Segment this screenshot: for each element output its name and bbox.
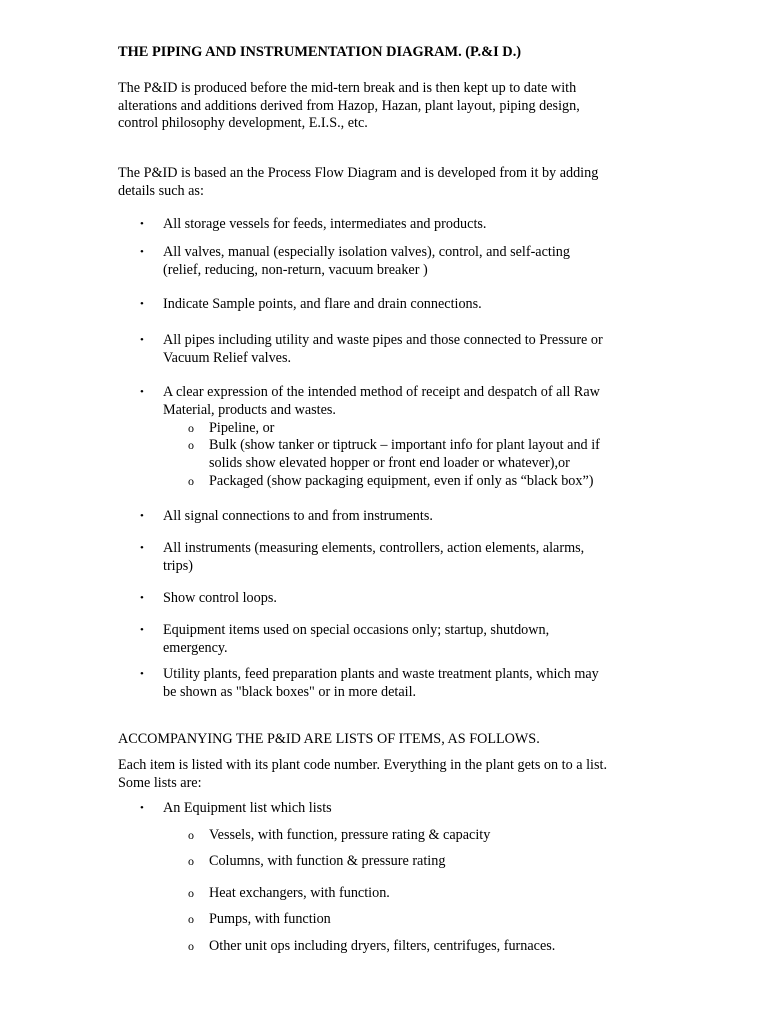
list-item-line: A clear expression of the intended method of receipt and despatch of all Raw bbox=[163, 384, 600, 400]
sub-list-item-line: Bulk (show tanker or tiptruck – important info for plant layout and if bbox=[209, 437, 600, 453]
bullet-icon: • bbox=[140, 542, 144, 554]
sub-list-item-line: solids show elevated hopper or front end loader or whatever),or bbox=[209, 454, 570, 471]
bullet-icon: • bbox=[140, 624, 144, 636]
circle-bullet-icon: o bbox=[188, 438, 194, 452]
circle-bullet-icon: o bbox=[188, 474, 194, 488]
sub-list-item-line: Heat exchangers, with function. bbox=[209, 885, 390, 901]
list-item-line: An Equipment list which lists bbox=[163, 800, 332, 816]
sub-list-item-line: Pipeline, or bbox=[209, 420, 275, 436]
intro-line: control philosophy development, E.I.S., etc. bbox=[118, 115, 368, 131]
bullet-icon: • bbox=[140, 592, 144, 604]
list-item-line: All instruments (measuring elements, controllers, action elements, alarms, bbox=[163, 540, 585, 556]
bullet-icon: • bbox=[140, 298, 144, 310]
based-on-line: The P&ID is based an the Process Flow Diagram and is developed from it by adding bbox=[118, 165, 599, 181]
bullet-icon: • bbox=[140, 510, 144, 522]
bullet-icon: • bbox=[140, 802, 144, 814]
sub-list-item-line: Vessels, with function, pressure rating & capacity bbox=[209, 827, 491, 843]
circle-bullet-icon: o bbox=[188, 912, 194, 926]
document-title: THE PIPING AND INSTRUMENTATION DIAGRAM. (P.&I D.) bbox=[118, 44, 522, 60]
list-item-line: emergency. bbox=[163, 639, 228, 656]
circle-bullet-icon: o bbox=[188, 854, 194, 868]
bullet-icon: • bbox=[140, 246, 144, 258]
list-item-line: trips) bbox=[163, 557, 193, 574]
section-heading: ACCOMPANYING THE P&ID ARE LISTS OF ITEMS, AS FOLLOWS. bbox=[118, 731, 540, 747]
list-item-line: (relief, reducing, non-return, vacuum breaker ) bbox=[163, 261, 428, 278]
list-item-line: Equipment items used on special occasions only; startup, shutdown, bbox=[163, 622, 550, 638]
sub-list-item-line: Pumps, with function bbox=[209, 911, 331, 927]
list-item-line: be shown as "black boxes" or in more detail. bbox=[163, 683, 417, 700]
bullet-icon: • bbox=[140, 386, 144, 398]
intro-line: alterations and additions derived from Hazop, Hazan, plant layout, piping design, bbox=[118, 97, 580, 114]
sub-list-item-line: Columns, with function & pressure rating bbox=[209, 853, 446, 869]
bullet-icon: • bbox=[140, 218, 144, 230]
sub-list-item-line: Packaged (show packaging equipment, even if only as “black box”) bbox=[209, 473, 594, 489]
circle-bullet-icon: o bbox=[188, 828, 194, 842]
list-item-line: Indicate Sample points, and flare and drain connections. bbox=[163, 296, 482, 312]
bullet-icon: • bbox=[140, 668, 144, 680]
intro-line: The P&ID is produced before the mid-tern break and is then kept up to date with bbox=[118, 80, 577, 96]
list-item-line: Show control loops. bbox=[163, 590, 277, 606]
bullet-icon: • bbox=[140, 334, 144, 346]
lists-intro-line: Some lists are: bbox=[118, 774, 202, 791]
list-item-line: Material, products and wastes. bbox=[163, 401, 336, 418]
sub-list-item-line: Other unit ops including dryers, filters, centrifuges, furnaces. bbox=[209, 938, 556, 954]
lists-intro-line: Each item is listed with its plant code number. Everything in the plant gets on to a list. bbox=[118, 757, 607, 773]
circle-bullet-icon: o bbox=[188, 939, 194, 953]
lists-intro-paragraph bbox=[118, 757, 658, 792]
list-item-line: All pipes including utility and waste pipes and those connected to Pressure or bbox=[163, 332, 603, 348]
circle-bullet-icon: o bbox=[188, 421, 194, 435]
list-item-line: Utility plants, feed preparation plants and waste treatment plants, which may bbox=[163, 666, 599, 682]
list-item-line: All valves, manual (especially isolation valves), control, and self-acting bbox=[163, 244, 570, 260]
intro-paragraph bbox=[118, 80, 658, 133]
list-item-line: All storage vessels for feeds, intermediates and products. bbox=[163, 216, 487, 232]
circle-bullet-icon: o bbox=[188, 886, 194, 900]
list-item-line: Vacuum Relief valves. bbox=[163, 349, 292, 366]
list-item-line: All signal connections to and from instruments. bbox=[163, 508, 433, 524]
based-on-line: details such as: bbox=[118, 182, 204, 199]
based-on-paragraph bbox=[118, 165, 658, 200]
